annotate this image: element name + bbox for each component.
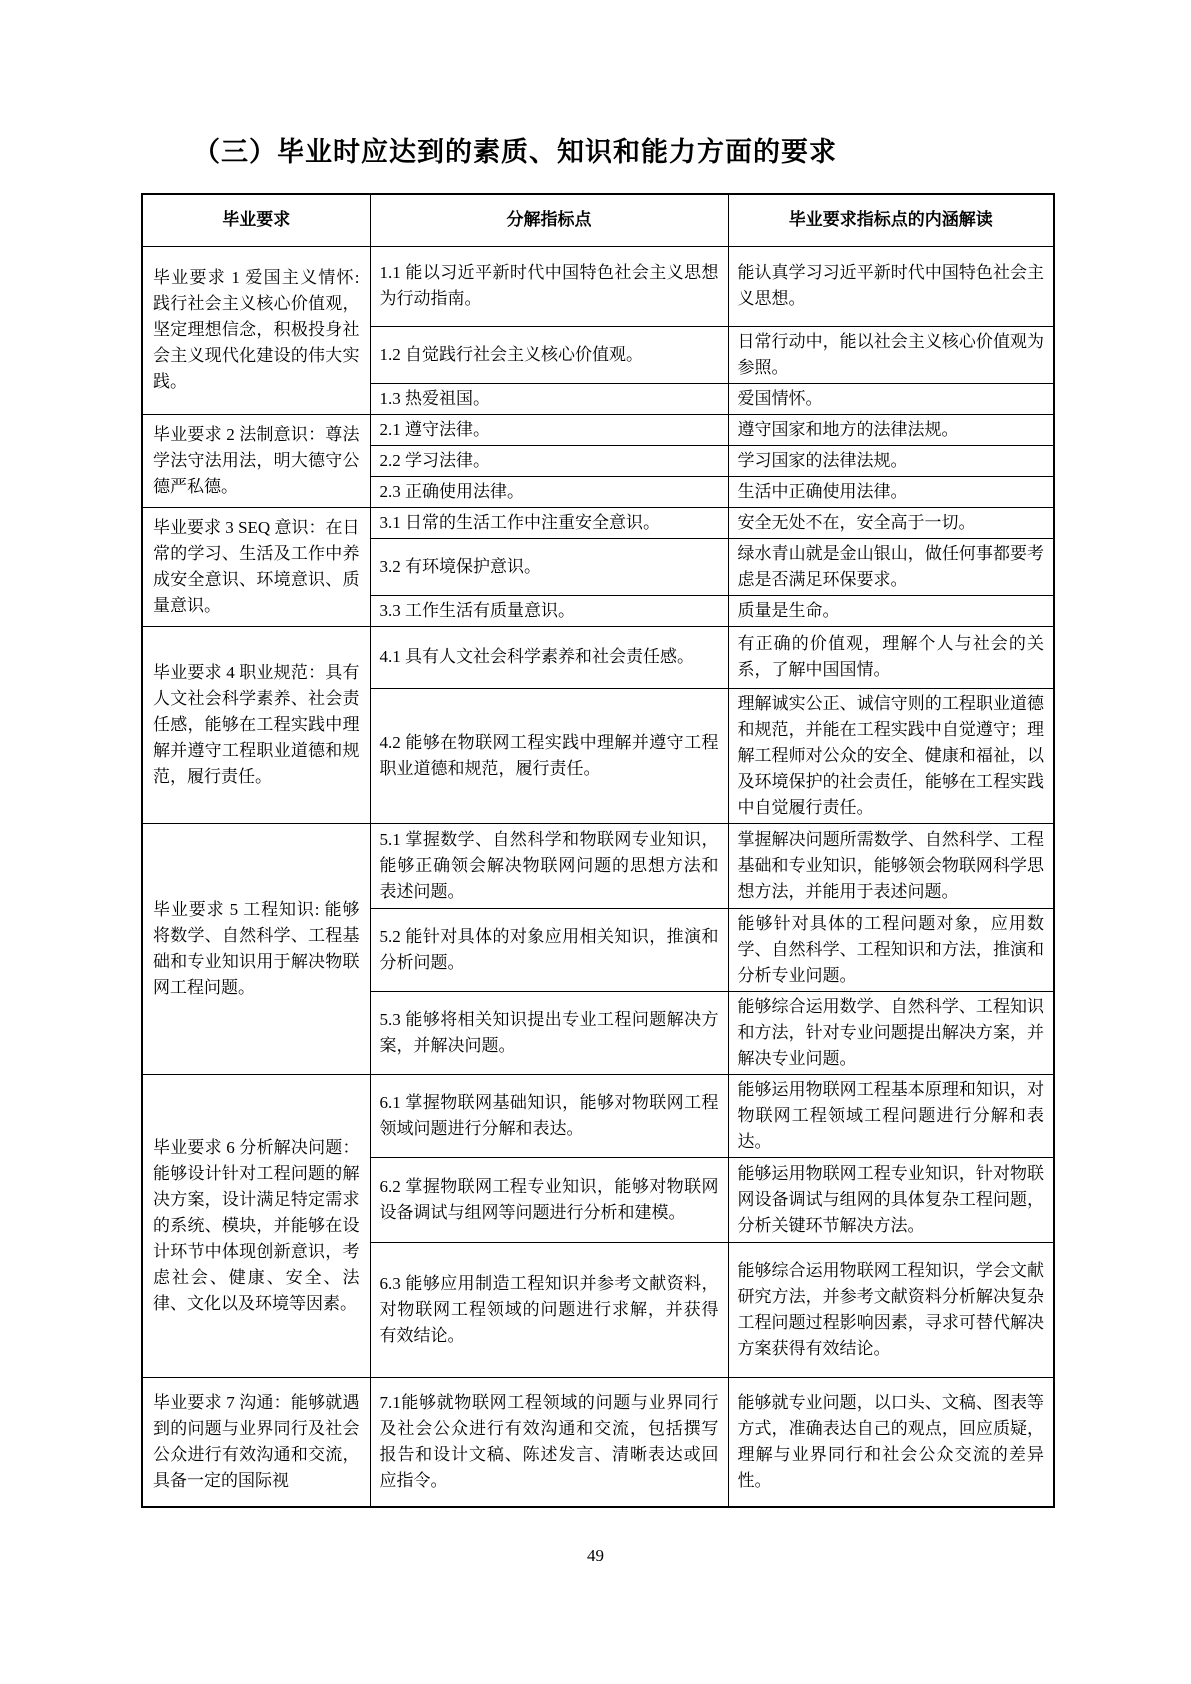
interpretation-cell-4-1: 有正确的价值观，理解个人与社会的关系，了解中国国情。 [728, 626, 1054, 688]
interpretation-cell-5-1: 掌握解决问题所需数学、自然科学、工程基础和专业知识，能够领会物联网科学思想方法，并能用于表述问题。 [728, 823, 1054, 908]
interpretation-cell-3-1: 安全无处不在，安全高于一切。 [728, 507, 1054, 538]
requirement-cell-1: 毕业要求 1 爱国主义情怀:践行社会主义核心价值观，坚定理想信念，积极投身社会主义现代化建设的伟大实践。 [142, 246, 370, 414]
indicator-cell-5-1: 5.1 掌握数学、自然科学和物联网专业知识，能够正确领会解决物联网问题的思想方法和表述问题。 [370, 823, 728, 908]
interpretation-cell-2-2: 学习国家的法律法规。 [728, 445, 1054, 476]
page-number: 49 [587, 1546, 604, 1565]
table-row [142, 414, 1054, 445]
indicator-cell-2-2: 2.2 学习法律。 [370, 445, 728, 476]
table-row [142, 507, 1054, 538]
table-header-row [142, 194, 1054, 246]
requirement-cell-3: 毕业要求 3 SEQ 意识：在日常的学习、生活及工作中养成安全意识、环境意识、质量意识。 [142, 507, 370, 626]
table-row [142, 1377, 1054, 1507]
requirement-cell-5: 毕业要求 5 工程知识: 能够将数学、自然科学、工程基础和专业知识用于解决物联网工程问题。 [142, 823, 370, 1074]
indicator-cell-2-1: 2.1 遵守法律。 [370, 414, 728, 445]
indicator-cell-5-2: 5.2 能针对具体的对象应用相关知识，推演和分析问题。 [370, 908, 728, 991]
interpretation-cell-1-2: 日常行动中，能以社会主义核心价值观为参照。 [728, 326, 1054, 383]
indicator-cell-1-1: 1.1 能以习近平新时代中国特色社会主义思想为行动指南。 [370, 246, 728, 326]
interpretation-cell-5-2: 能够针对具体的工程问题对象，应用数学、自然科学、工程知识和方法，推演和分析专业问题。 [728, 908, 1054, 991]
indicator-cell-1-2: 1.2 自觉践行社会主义核心价值观。 [370, 326, 728, 383]
interpretation-cell-2-1: 遵守国家和地方的法律法规。 [728, 414, 1054, 445]
interpretation-cell-3-2: 绿水青山就是金山银山，做任何事都要考虑是否满足环保要求。 [728, 538, 1054, 595]
header-requirement: 毕业要求 [142, 194, 370, 246]
table-row [142, 1074, 1054, 1157]
requirement-cell-7: 毕业要求 7 沟通：能够就遇到的问题与业界同行及社会公众进行有效沟通和交流，具备一定的国际视 [142, 1377, 370, 1507]
interpretation-cell-4-2: 理解诚实公正、诚信守则的工程职业道德和规范，并能在工程实践中自觉遵守；理解工程师对公众的安全、健康和福祉，以及环境保护的社会责任，能够在工程实践中自觉履行责任。 [728, 688, 1054, 823]
indicator-cell-6-2: 6.2 掌握物联网工程专业知识，能够对物联网设备调试与组网等问题进行分析和建模。 [370, 1157, 728, 1242]
interpretation-cell-3-3: 质量是生命。 [728, 595, 1054, 626]
indicator-cell-3-2: 3.2 有环境保护意识。 [370, 538, 728, 595]
table-row [142, 823, 1054, 908]
interpretation-cell-1-1: 能认真学习习近平新时代中国特色社会主义思想。 [728, 246, 1054, 326]
interpretation-cell-6-1: 能够运用物联网工程基本原理和知识，对物联网工程领域工程问题进行分解和表达。 [728, 1074, 1054, 1157]
indicator-cell-4-1: 4.1 具有人文社会科学素养和社会责任感。 [370, 626, 728, 688]
indicator-cell-4-2: 4.2 能够在物联网工程实践中理解并遵守工程职业道德和规范，履行责任。 [370, 688, 728, 823]
requirement-cell-2: 毕业要求 2 法制意识：尊法学法守法用法，明大德守公德严私德。 [142, 414, 370, 507]
header-indicator: 分解指标点 [370, 194, 728, 246]
indicator-cell-2-3: 2.3 正确使用法律。 [370, 476, 728, 507]
section-title: （三）毕业时应达到的素质、知识和能力方面的要求 [193, 137, 837, 167]
table-row [142, 626, 1054, 688]
interpretation-cell-1-3: 爱国情怀。 [728, 383, 1054, 414]
indicator-cell-6-3: 6.3 能够应用制造工程知识并参考文献资料，对物联网工程领域的问题进行求解，并获得有效结论。 [370, 1242, 728, 1377]
interpretation-cell-6-2: 能够运用物联网工程专业知识，针对物联网设备调试与组网的具体复杂工程问题，分析关键环节解决方法。 [728, 1157, 1054, 1242]
indicator-cell-1-3: 1.3 热爱祖国。 [370, 383, 728, 414]
graduation-requirements-table [141, 193, 1055, 1508]
interpretation-cell-5-3: 能够综合运用数学、自然科学、工程知识和方法，针对专业问题提出解决方案，并解决专业问题。 [728, 991, 1054, 1074]
header-interpretation: 毕业要求指标点的内涵解读 [728, 194, 1054, 246]
interpretation-cell-7-1: 能够就专业问题，以口头、文稿、图表等方式，准确表达自己的观点，回应质疑，理解与业界同行和社会公众交流的差异性。 [728, 1377, 1054, 1507]
indicator-cell-5-3: 5.3 能够将相关知识提出专业工程问题解决方案，并解决问题。 [370, 991, 728, 1074]
interpretation-cell-6-3: 能够综合运用物联网工程知识，学会文献研究方法，并参考文献资料分析解决复杂工程问题过程影响因素，寻求可替代解决方案获得有效结论。 [728, 1242, 1054, 1377]
indicator-cell-7-1: 7.1能够就物联网工程领域的问题与业界同行及社会公众进行有效沟通和交流，包括撰写报告和设计文稿、陈述发言、清晰表达或回应指令。 [370, 1377, 728, 1507]
requirement-cell-4: 毕业要求 4 职业规范：具有人文社会科学素养、社会责任感，能够在工程实践中理解并遵守工程职业道德和规范，履行责任。 [142, 626, 370, 823]
indicator-cell-3-1: 3.1 日常的生活工作中注重安全意识。 [370, 507, 728, 538]
requirement-cell-6: 毕业要求 6 分析解决问题：能够设计针对工程问题的解决方案，设计满足特定需求的系统、模块，并能够在设计环节中体现创新意识，考虑社会、健康、安全、法律、文化以及环境等因素。 [142, 1074, 370, 1377]
indicator-cell-6-1: 6.1 掌握物联网基础知识，能够对物联网工程领域问题进行分解和表达。 [370, 1074, 728, 1157]
table-row [142, 246, 1054, 326]
indicator-cell-3-3: 3.3 工作生活有质量意识。 [370, 595, 728, 626]
interpretation-cell-2-3: 生活中正确使用法律。 [728, 476, 1054, 507]
